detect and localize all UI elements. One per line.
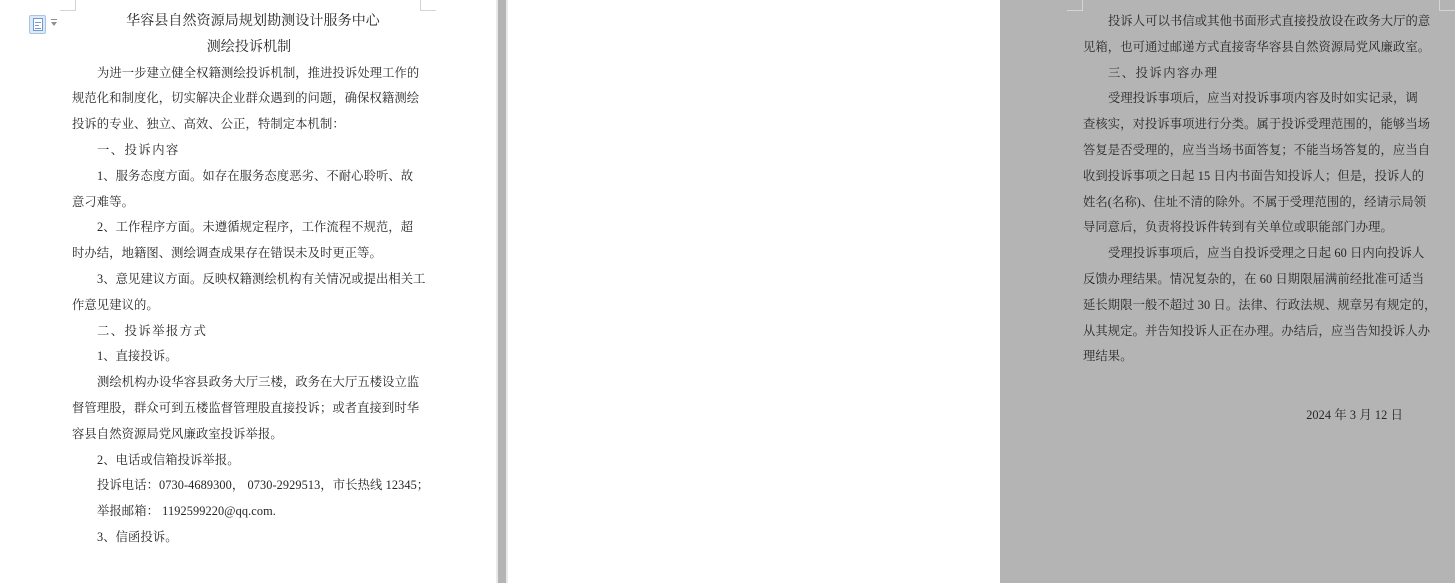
doc-line: 一、投诉内容 bbox=[97, 142, 180, 157]
doc-line: 收到投诉事项之日起 15 日内书面告知投诉人；但是，投诉人的 bbox=[1083, 168, 1425, 183]
doc-line: 意刁难等。 bbox=[72, 194, 134, 209]
doc-line: 2024 年 3 月 12 日 bbox=[1306, 408, 1403, 423]
document-page-1[interactable] bbox=[0, 0, 496, 583]
doc-line: 导同意后，负责将投诉件转到有关单位或职能部门办理。 bbox=[1083, 220, 1393, 235]
doc-line: 查核实，对投诉事项进行分类。属于投诉受理范围的，能够当场 bbox=[1083, 117, 1431, 132]
doc-line: 督管理股，群众可到五楼监督管理股直接投诉；或者直接到时华 bbox=[72, 400, 420, 415]
doc-line: 2、电话或信箱投诉举报。 bbox=[97, 452, 240, 467]
page-gap bbox=[496, 0, 508, 583]
doc-line: 3、意见建议方面。反映权籍测绘机构有关情况或提出相关工 bbox=[97, 271, 426, 286]
doc-line: 为进一步建立健全权籍测绘投诉机制，推进投诉处理工作的 bbox=[97, 65, 420, 80]
doc-line: 3、信函投诉。 bbox=[97, 529, 178, 544]
chevron-down-icon[interactable] bbox=[50, 19, 58, 27]
doc-line: 反馈办理结果。情况复杂的，在 60 日期限届满前经批准可适当 bbox=[1083, 271, 1425, 286]
doc-line: 延长期限一般不超过 30 日。法律、行政法规、规章另有规定的， bbox=[1083, 297, 1437, 312]
doc-line: 举报邮箱： 1192599220@qq.com. bbox=[97, 504, 276, 519]
doc-line: 受理投诉事项后，应当对投诉事项内容及时如实记录，调 bbox=[1108, 91, 1418, 106]
document-page-2[interactable] bbox=[508, 0, 1437, 583]
page-glyph bbox=[33, 18, 43, 31]
doc-line: 容县自然资源局党风廉政室投诉举报。 bbox=[72, 426, 283, 441]
doc-line: 华容县自然资源局规划勘测设计服务中心 bbox=[126, 14, 380, 29]
doc-line: 从其规定。并告知投诉人正在办理。办结后，应当告知投诉人办 bbox=[1083, 323, 1431, 338]
doc-line: 姓名(名称)、住址不清的除外。不属于受理范围的，经请示局领 bbox=[1083, 194, 1427, 209]
page-2-text bbox=[1083, 9, 1438, 429]
doc-line: 投诉的专业、独立、高效、公正，特制定本机制： bbox=[72, 117, 345, 132]
doc-line: 理结果。 bbox=[1083, 349, 1133, 364]
doc-line: 答复是否受理的，应当当场书面答复；不能当场答复的，应当自 bbox=[1083, 142, 1431, 157]
page-1-text bbox=[72, 9, 430, 551]
margin-corner-mark bbox=[1067, 0, 1083, 11]
doc-line: 测绘投诉机制 bbox=[206, 39, 292, 55]
doc-line: 受理投诉事项后，应当自投诉受理之日起 60 日内向投诉人 bbox=[1108, 246, 1425, 261]
doc-line: 二、投诉举报方式 bbox=[97, 323, 208, 338]
doc-line: 2、工作程序方面。未遵循规定程序，工作流程不规范，超 bbox=[97, 220, 414, 235]
doc-line: 规范化和制度化，切实解决企业群众遇到的问题，确保权籍测绘 bbox=[72, 91, 420, 106]
margin-corner-mark bbox=[420, 0, 436, 11]
doc-line: 三、投诉内容办理 bbox=[1108, 65, 1219, 80]
doc-line: 投诉人可以书信或其他书面形式直接投放设在政务大厅的意 bbox=[1108, 14, 1431, 28]
paste-options-icon bbox=[29, 15, 46, 34]
doc-line: 投诉电话：0730-4689300， 0730-2929513，市长热线 12345； bbox=[97, 478, 430, 493]
doc-line: 作意见建议的。 bbox=[72, 297, 159, 312]
doc-line: 时办结，地籍图、测绘调查成果存在错误未及时更正等。 bbox=[72, 246, 382, 261]
doc-line: 测绘机构办设华容县政务大厅三楼，政务在大厅五楼设立监 bbox=[97, 375, 420, 390]
margin-corner-mark bbox=[1439, 0, 1455, 11]
doc-line: 见箱，也可通过邮递方式直接寄华容县自然资源局党风廉政室。 bbox=[1083, 39, 1431, 54]
doc-line: 1、服务态度方面。如存在服务态度恶劣、不耐心聆听、故 bbox=[97, 168, 414, 183]
paste-options-button[interactable] bbox=[29, 15, 59, 34]
doc-line: 1、直接投诉。 bbox=[97, 349, 178, 364]
